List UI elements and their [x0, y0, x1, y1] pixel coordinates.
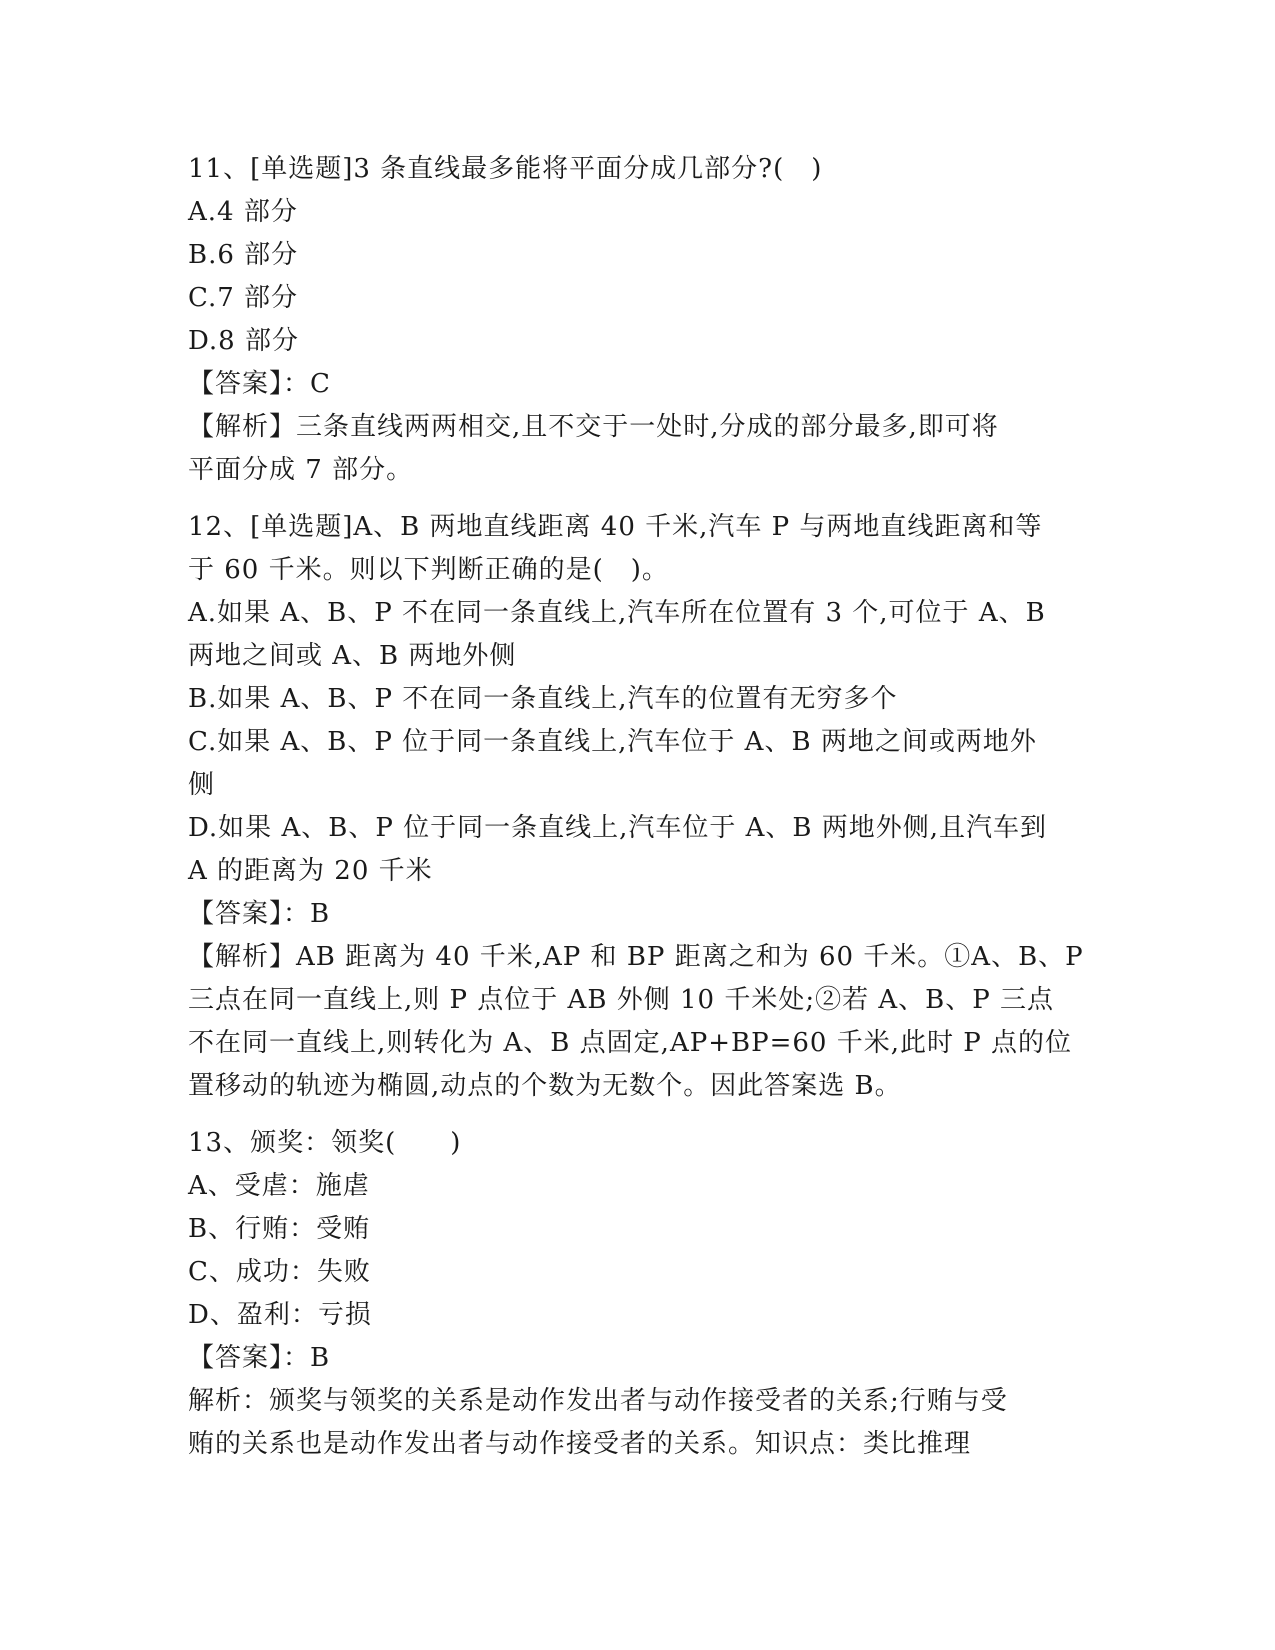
option-d: D.如果 A、B、P 位于同一条直线上,汽车位于 A、B 两地外侧,且汽车到: [188, 813, 1048, 843]
explanation-line: 解析：颁奖与领奖的关系是动作发出者与动作接受者的关系;行贿与受: [188, 1386, 1008, 1416]
question-12: [188, 506, 1088, 1108]
question-stem: 13、颁奖：领奖( ): [188, 1128, 462, 1158]
answer: 【答案】：C: [188, 369, 331, 399]
question-stem: 12、[单选题]A、B 两地直线距离 40 千米,汽车 P 与两地直线距离和等: [188, 512, 1043, 542]
question-stem: 于 60 千米。则以下判断正确的是( )。: [188, 555, 669, 585]
option-a: A.如果 A、B、P 不在同一条直线上,汽车所在位置有 3 个,可位于 A、B: [188, 598, 1046, 628]
question-stem: 11、[单选题]3 条直线最多能将平面分成几部分?( ): [188, 154, 823, 184]
explanation-line: 置移动的轨迹为椭圆,动点的个数为无数个。因此答案选 B。: [188, 1071, 902, 1101]
answer: 【答案】：B: [188, 1343, 331, 1373]
explanation-line: 不在同一直线上,则转化为 A、B 点固定,AP+BP=60 千米,此时 P 点的位: [188, 1028, 1073, 1058]
explanation-line: 【解析】三条直线两两相交,且不交于一处时,分成的部分最多,即可将: [188, 412, 999, 442]
option-c: C.7 部分: [188, 283, 299, 313]
explanation-line: 平面分成 7 部分。: [188, 455, 414, 485]
question-gap: [188, 492, 1088, 506]
option-d: D.8 部分: [188, 326, 299, 356]
explanation-line: 【解析】AB 距离为 40 千米,AP 和 BP 距离之和为 60 千米。①A、B、P: [188, 942, 1084, 972]
question-gap: [188, 1108, 1088, 1122]
option-d: D、盈利：亏损: [188, 1300, 372, 1330]
option-b: B.如果 A、B、P 不在同一条直线上,汽车的位置有无穷多个: [188, 684, 898, 714]
option-d: A 的距离为 20 千米: [188, 856, 433, 886]
option-a: A.4 部分: [188, 197, 298, 227]
question-11: [188, 148, 1088, 492]
option-c: C.如果 A、B、P 位于同一条直线上,汽车位于 A、B 两地之间或两地外: [188, 727, 1037, 757]
option-c: C、成功：失败: [188, 1257, 371, 1287]
answer: 【答案】：B: [188, 899, 331, 929]
option-c: 侧: [188, 770, 216, 800]
option-b: B.6 部分: [188, 240, 299, 270]
option-b: B、行贿：受贿: [188, 1214, 371, 1244]
option-a: 两地之间或 A、B 两地外侧: [188, 641, 517, 671]
explanation-line: 三点在同一直线上,则 P 点位于 AB 外侧 10 千米处;②若 A、B、P 三点: [188, 985, 1054, 1015]
document-page: [188, 148, 1088, 1466]
question-13: [188, 1122, 1088, 1466]
option-a: A、受虐：施虐: [188, 1171, 370, 1201]
explanation-line: 贿的关系也是动作发出者与动作接受者的关系。知识点：类比推理: [188, 1429, 972, 1459]
